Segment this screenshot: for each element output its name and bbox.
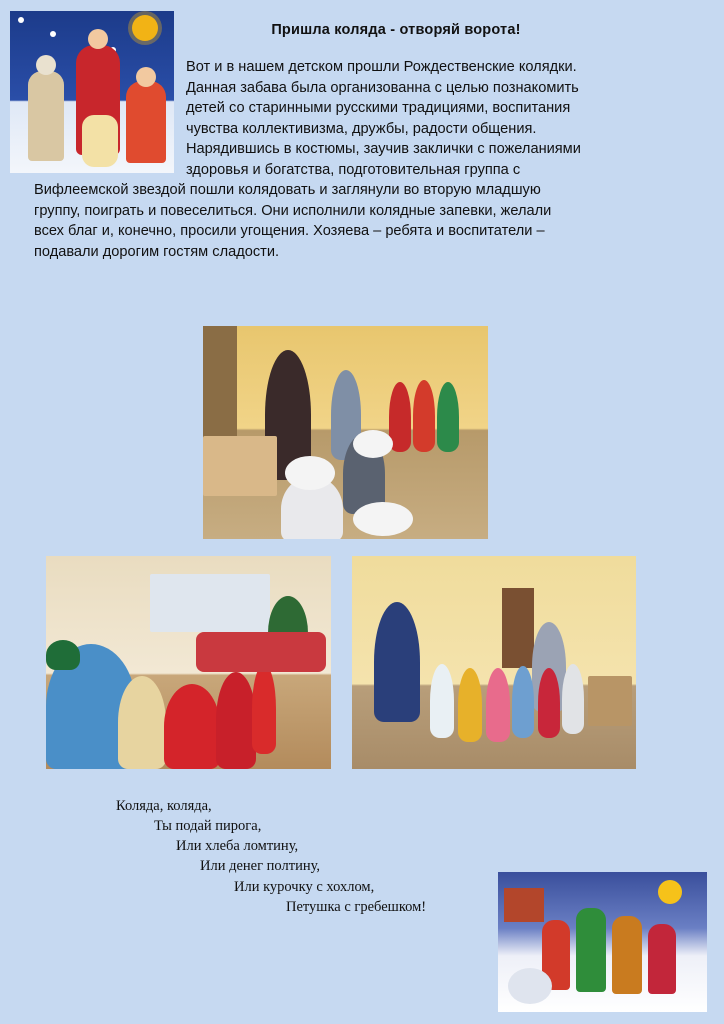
- child-figure: [458, 668, 482, 742]
- poem-line: Ты подай пирога,: [154, 818, 262, 834]
- child-figure: [252, 664, 276, 754]
- bunny-cap: [353, 502, 413, 536]
- goat-figure: [28, 71, 64, 161]
- child-hat: [46, 640, 80, 670]
- caroler-figure: [612, 916, 642, 994]
- text-line: Вифлеемской звездой пошли колядовать и заглянули во вторую младшую: [34, 182, 541, 198]
- text-line: здоровья и богатства, подготовительная группа с: [186, 161, 521, 178]
- winter-carolers-illustration: [498, 872, 707, 1012]
- text-line: Нарядившись в костюмы, заучив заклички с пожеланиями: [186, 141, 581, 158]
- paragraph-indented: [186, 57, 581, 181]
- text-line: Данная забава была организованна с целью познакомить: [186, 79, 579, 96]
- snowdrift: [508, 968, 552, 1004]
- text-line: детей со старинными русскими традициями, воспитания: [186, 100, 571, 117]
- child-figure: [413, 380, 435, 452]
- caroler-figure: [126, 81, 166, 163]
- house: [504, 888, 544, 922]
- text-line: Вот и в нашем детском прошли Рождественские колядки.: [186, 59, 577, 75]
- sun-icon: [658, 880, 682, 904]
- child-figure: [164, 684, 220, 769]
- poem-line: Петушка с гребешком!: [286, 899, 427, 915]
- carolers-illustration: [10, 11, 174, 173]
- child-figure: [430, 664, 454, 738]
- poem-line: Или курочку с хохлом,: [234, 879, 375, 895]
- caroler-figure: [576, 908, 606, 992]
- door: [502, 588, 534, 668]
- child-figure: [538, 668, 560, 738]
- bunny-cap: [353, 430, 393, 458]
- angel-figure: [82, 115, 118, 167]
- caroler-head: [88, 29, 108, 49]
- paragraph-full: [34, 180, 551, 262]
- poem-line: Или денег полтину,: [200, 858, 321, 874]
- poem-line: Или хлеба ломтину,: [176, 838, 299, 854]
- poem-line: Коляда, коляда,: [116, 798, 212, 814]
- sun-icon: [132, 15, 158, 41]
- table: [203, 436, 277, 496]
- star-icon: [50, 31, 56, 37]
- group-of-children: [196, 632, 326, 672]
- caroler-head: [136, 67, 156, 87]
- photo-carolers-in-group: [203, 326, 488, 539]
- text-line: всех благ и, конечно, просили угощения. Хозяева – ребята и воспитатели –: [34, 223, 545, 240]
- goat-head: [36, 55, 56, 75]
- photo-children-in-costumes: [46, 556, 331, 769]
- child-figure: [118, 676, 166, 769]
- text-line: чувства коллективизма, дружбы, радости общения.: [186, 120, 537, 137]
- page-title: Пришла коляда - отворяй ворота!: [271, 22, 521, 38]
- star-icon: [18, 17, 24, 23]
- text-line: подавали дорогим гостям сладости.: [34, 243, 280, 260]
- window: [150, 574, 270, 632]
- child-figure: [437, 382, 459, 452]
- child-figure: [486, 668, 510, 742]
- text-line: группу, поиграть и повеселиться. Они исполнили колядные запевки, желали: [34, 202, 552, 219]
- adult-figure: [374, 602, 420, 722]
- child-figure: [512, 666, 534, 738]
- bunny-cap: [285, 456, 335, 490]
- photo-group-singing: [352, 556, 636, 769]
- shelf: [588, 676, 632, 726]
- child-figure: [562, 664, 584, 734]
- caroler-figure: [648, 924, 676, 994]
- child-figure: [216, 672, 256, 769]
